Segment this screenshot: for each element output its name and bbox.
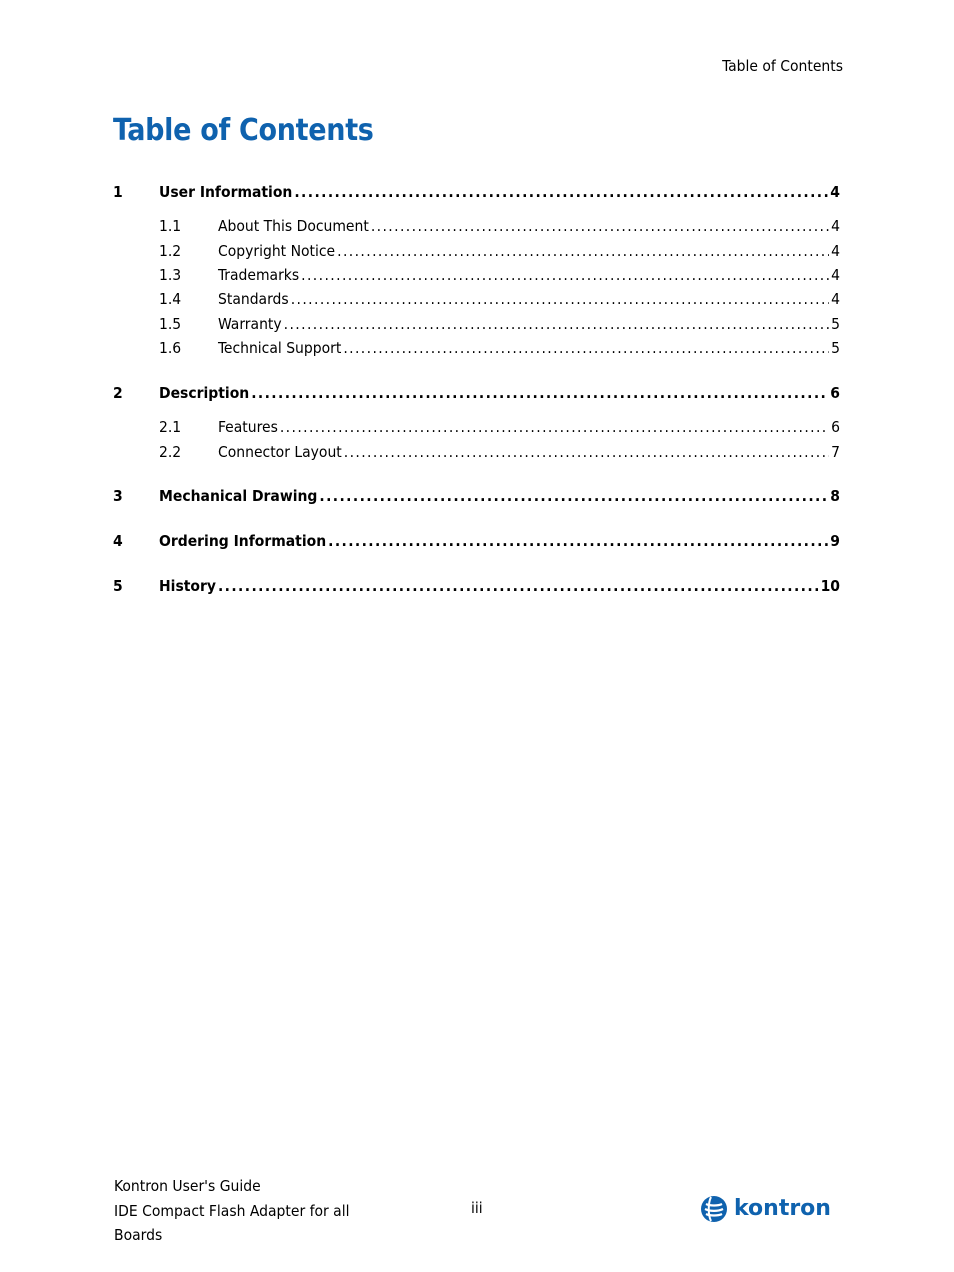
toc-page: 4: [830, 183, 840, 201]
toc-number: 5: [113, 577, 123, 595]
toc-number: 1.6: [159, 339, 182, 357]
toc-title: About This Document: [218, 217, 369, 235]
toc-title: Trademarks: [218, 266, 300, 284]
toc-leader: [301, 264, 829, 286]
toc-title: History: [159, 577, 216, 595]
toc-entry-1[interactable]: [113, 181, 840, 203]
toc-title: Mechanical Drawing: [159, 487, 318, 505]
toc-leader: [344, 441, 829, 463]
toc-page: 7: [831, 443, 840, 461]
toc-entry-1-1[interactable]: [113, 215, 840, 237]
page-title: Table of Contents: [113, 113, 374, 148]
toc-leader: [328, 530, 828, 552]
toc-page: 5: [831, 315, 840, 333]
toc-page: 4: [831, 242, 840, 260]
toc-page: 9: [830, 532, 840, 550]
toc-page: 8: [830, 487, 840, 505]
toc-number: 1.5: [159, 315, 182, 333]
toc-leader: [284, 313, 829, 335]
toc-number: 2.2: [159, 443, 182, 461]
page-number: iii: [471, 1199, 483, 1217]
toc-entry-2-2[interactable]: [113, 441, 840, 463]
toc-entry-5[interactable]: [113, 575, 840, 597]
toc-entry-1-2[interactable]: [113, 240, 840, 262]
toc-title: Ordering Information: [159, 532, 327, 550]
toc-entry-2[interactable]: [113, 382, 840, 404]
toc-number: 1.4: [159, 290, 182, 308]
toc-page: 4: [831, 217, 840, 235]
toc-leader: [371, 215, 829, 237]
footer-line-product: IDE Compact Flash Adapter for all: [114, 1201, 350, 1220]
toc-title: Features: [218, 418, 278, 436]
toc-title: User Information: [159, 183, 293, 201]
toc-page: 4: [831, 266, 840, 284]
toc-entry-1-3[interactable]: [113, 264, 840, 286]
toc-number: 1.1: [159, 217, 182, 235]
logo-wordmark: kontron: [734, 1196, 831, 1221]
toc-entry-3[interactable]: [113, 485, 840, 507]
footer-document-info: [114, 1174, 349, 1248]
toc-leader: [218, 575, 819, 597]
toc-number: 1.2: [159, 242, 182, 260]
toc-page: 5: [831, 339, 840, 357]
toc-leader: [319, 485, 828, 507]
toc-leader: [337, 240, 829, 262]
toc-entry-1-4[interactable]: [113, 288, 840, 310]
toc-number: 1.3: [159, 266, 182, 284]
toc-number: 1: [113, 183, 123, 201]
toc-entry-1-5[interactable]: [113, 313, 840, 335]
toc-title: Description: [159, 384, 250, 402]
toc-entry-2-1[interactable]: [113, 416, 840, 438]
toc-title: Warranty: [218, 315, 282, 333]
footer-line-product-cont: Boards: [114, 1226, 163, 1244]
toc-entry-4[interactable]: [113, 530, 840, 552]
toc-leader: [280, 416, 829, 438]
toc-title: Technical Support: [218, 339, 342, 357]
toc-entry-1-6[interactable]: [113, 337, 840, 359]
toc-page: 4: [831, 290, 840, 308]
toc-title: Copyright Notice: [218, 242, 336, 260]
toc-leader: [251, 382, 828, 404]
toc-number: 4: [113, 532, 123, 550]
toc-number: 3: [113, 487, 123, 505]
toc-number: 2: [113, 384, 123, 402]
kontron-logo-icon: [700, 1195, 728, 1223]
toc-number: 2.1: [159, 418, 182, 436]
toc-leader: [291, 288, 829, 310]
toc-leader: [343, 337, 829, 359]
toc-page: 6: [830, 384, 840, 402]
toc-title: Standards: [218, 290, 289, 308]
kontron-logo: [700, 1194, 831, 1224]
running-header: Table of Contents: [722, 57, 843, 75]
toc-title: Connector Layout: [218, 443, 342, 461]
toc-page: 10: [820, 577, 840, 595]
toc-leader: [294, 181, 828, 203]
toc-page: 6: [831, 418, 840, 436]
footer-line-guide: Kontron User's Guide: [114, 1177, 261, 1195]
